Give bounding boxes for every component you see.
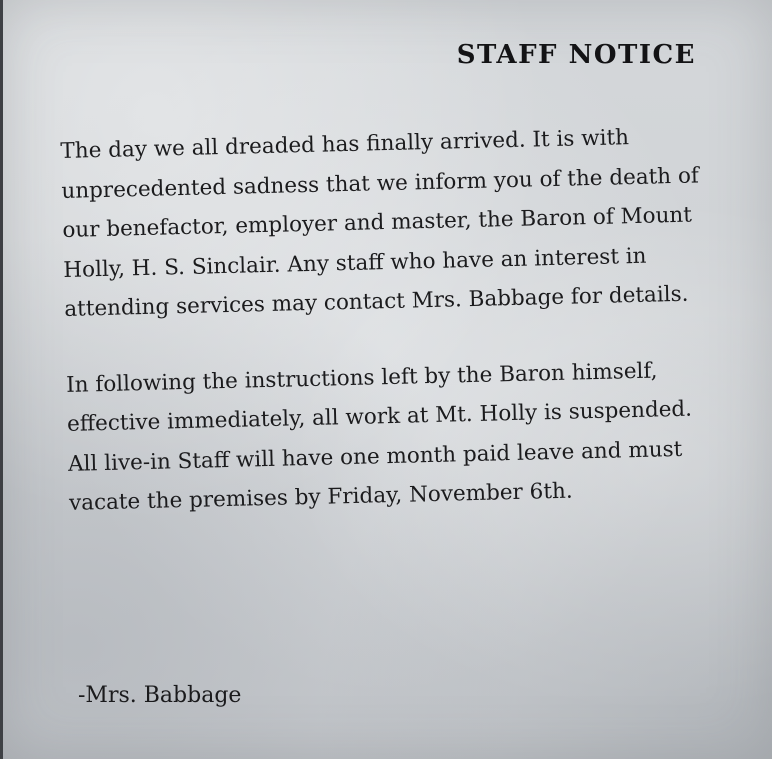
notice-paragraph-2: In following the instructions left by the Baron himself, effective immediately, all work at Mt. Holly is suspended. All live-in Staff will have one month paid leave and must vacate the premises by Friday, November 6th. [65, 357, 693, 516]
paper-left-edge [0, 0, 3, 759]
notice-title: STAFF NOTICE [456, 40, 696, 70]
notice-body [60, 116, 709, 523]
notice-signature: -Mrs. Babbage [78, 683, 242, 708]
notice-paragraph-1: The day we all dreaded has finally arrived. It is with unprecedented sadness that we inform you of the death of our benefactor, employer and master, the Baron of Mount Holly, H. S. Sinclair. Any staff who have an interest in attending services may contact Mrs. Babbage for details. [60, 125, 700, 322]
